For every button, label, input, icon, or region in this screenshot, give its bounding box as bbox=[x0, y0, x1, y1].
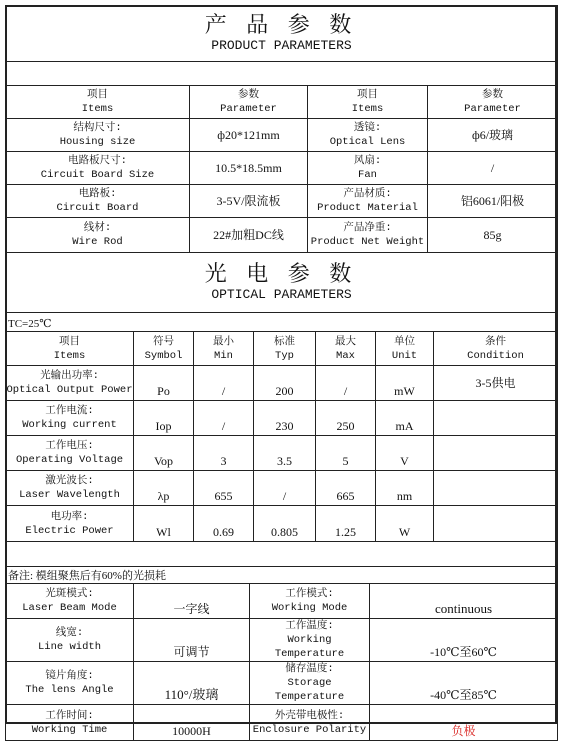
optical-title-en: OPTICAL PARAMETERS bbox=[211, 286, 352, 302]
item-value: continuous bbox=[370, 584, 558, 619]
item-label: 风扇: Fan bbox=[308, 152, 428, 185]
item-value: 可调节 bbox=[134, 619, 250, 662]
condition-cell bbox=[434, 506, 558, 542]
item-label: 电路板尺寸: Circuit Board Size bbox=[6, 152, 190, 185]
item-label: 透镜: Optical Lens bbox=[308, 119, 428, 152]
min-cell: / bbox=[194, 366, 254, 401]
table-row bbox=[6, 366, 558, 401]
table-row bbox=[6, 471, 558, 506]
min-cell: 655 bbox=[194, 471, 254, 506]
table-row bbox=[6, 436, 558, 471]
misc-parameters-table bbox=[5, 566, 558, 741]
item-label: 产品材质: Product Material bbox=[308, 185, 428, 218]
optical-title-cell bbox=[6, 253, 558, 313]
optical-parameters-table bbox=[5, 252, 558, 567]
item-label: 工作时间: Working Time bbox=[6, 705, 134, 741]
symbol-cell: Iop bbox=[134, 401, 194, 436]
table-row bbox=[6, 185, 558, 218]
item-value: 一字线 bbox=[134, 584, 250, 619]
header-max: 最大 Max bbox=[316, 332, 376, 366]
item-label: 线材: Wire Rod bbox=[6, 218, 190, 253]
remark-note: 备注: 模组聚焦后有60%的光损耗 bbox=[6, 567, 558, 584]
item-value: 22#加粗DC线 bbox=[190, 218, 308, 253]
table-row bbox=[6, 662, 558, 705]
item-value: 3-5V/限流板 bbox=[190, 185, 308, 218]
symbol-cell: λp bbox=[134, 471, 194, 506]
item-label: 结构尺寸: Housing size bbox=[6, 119, 190, 152]
typ-cell: 0.805 bbox=[254, 506, 316, 542]
item-label: 光输出功率: Optical Output Power bbox=[6, 366, 134, 401]
typ-cell: 3.5 bbox=[254, 436, 316, 471]
item-label: 激光波长: Laser Wavelength bbox=[6, 471, 134, 506]
min-cell: 0.69 bbox=[194, 506, 254, 542]
optical-title-cn: 光 电 参 数 bbox=[204, 260, 359, 286]
header-parameter: 参数 Parameter bbox=[190, 86, 308, 119]
item-label: 产品净重: Product Net Weight bbox=[308, 218, 428, 253]
table-row bbox=[6, 401, 558, 436]
condition-cell bbox=[434, 471, 558, 506]
polarity-value: 负极 bbox=[370, 705, 558, 741]
header-typ: 标准 Typ bbox=[254, 332, 316, 366]
header-items: 项目 Items bbox=[6, 86, 190, 119]
header-unit: 单位 Unit bbox=[376, 332, 434, 366]
header-items: 项目 Items bbox=[6, 332, 134, 366]
item-label: 外壳带电极性: Enclosure Polarity bbox=[250, 705, 370, 741]
symbol-cell: Wl bbox=[134, 506, 194, 542]
item-value: 10.5*18.5mm bbox=[190, 152, 308, 185]
item-value: 10000H bbox=[134, 705, 250, 741]
max-cell: 5 bbox=[316, 436, 376, 471]
max-cell: 1.25 bbox=[316, 506, 376, 542]
item-label: 工作模式: Working Mode bbox=[250, 584, 370, 619]
item-label: 电路板: Circuit Board bbox=[6, 185, 190, 218]
item-value: -40℃至85℃ bbox=[370, 662, 558, 705]
item-label: 电功率: Electric Power bbox=[6, 506, 134, 542]
item-value: 铝6061/阳极 bbox=[428, 185, 558, 218]
product-title-cn: 产 品 参 数 bbox=[204, 11, 359, 37]
item-label: 储存温度: Storage Temperature bbox=[250, 662, 370, 705]
item-label: 线宽: Line width bbox=[6, 619, 134, 662]
table-row bbox=[6, 619, 558, 662]
condition-cell bbox=[434, 401, 558, 436]
max-cell: / bbox=[316, 366, 376, 401]
optical-header-row bbox=[6, 332, 558, 366]
item-value: 85g bbox=[428, 218, 558, 253]
min-cell: / bbox=[194, 401, 254, 436]
item-label: 工作电压: Operating Voltage bbox=[6, 436, 134, 471]
max-cell: 250 bbox=[316, 401, 376, 436]
product-title-en: PRODUCT PARAMETERS bbox=[211, 37, 352, 53]
item-label: 镜片角度: The lens Angle bbox=[6, 662, 134, 705]
table-row bbox=[6, 119, 558, 152]
item-value: / bbox=[428, 152, 558, 185]
item-label: 工作电流: Working current bbox=[6, 401, 134, 436]
typ-cell: / bbox=[254, 471, 316, 506]
header-condition: 条件 Condition bbox=[434, 332, 558, 366]
item-value: 110°/玻璃 bbox=[134, 662, 250, 705]
condition-cell: 3-5供电 bbox=[434, 366, 558, 401]
table-row bbox=[6, 584, 558, 619]
unit-cell: V bbox=[376, 436, 434, 471]
item-label: 光斑模式: Laser Beam Mode bbox=[6, 584, 134, 619]
symbol-cell: Vop bbox=[134, 436, 194, 471]
header-min: 最小 Min bbox=[194, 332, 254, 366]
table-row bbox=[6, 705, 558, 741]
typ-cell: 230 bbox=[254, 401, 316, 436]
item-value: -10℃至60℃ bbox=[370, 619, 558, 662]
header-parameter-2: 参数 Parameter bbox=[428, 86, 558, 119]
product-parameters-table bbox=[5, 5, 558, 253]
header-items-2: 项目 Items bbox=[308, 86, 428, 119]
product-title-cell bbox=[6, 6, 558, 62]
unit-cell: mW bbox=[376, 366, 434, 401]
max-cell: 665 bbox=[316, 471, 376, 506]
unit-cell: nm bbox=[376, 471, 434, 506]
min-cell: 3 bbox=[194, 436, 254, 471]
symbol-cell: Po bbox=[134, 366, 194, 401]
item-label: 工作温度: Working Temperature bbox=[250, 619, 370, 662]
header-symbol: 符号 Symbol bbox=[134, 332, 194, 366]
table-row bbox=[6, 506, 558, 542]
table-row bbox=[6, 218, 558, 253]
product-header-row bbox=[6, 86, 558, 119]
unit-cell: mA bbox=[376, 401, 434, 436]
typ-cell: 200 bbox=[254, 366, 316, 401]
item-value: ф6/玻璃 bbox=[428, 119, 558, 152]
tc-condition: TC=25℃ bbox=[6, 313, 558, 332]
unit-cell: W bbox=[376, 506, 434, 542]
spacer-row bbox=[6, 62, 558, 86]
table-row bbox=[6, 152, 558, 185]
item-value: ф20*121mm bbox=[190, 119, 308, 152]
condition-cell bbox=[434, 436, 558, 471]
spacer-row bbox=[6, 542, 558, 567]
